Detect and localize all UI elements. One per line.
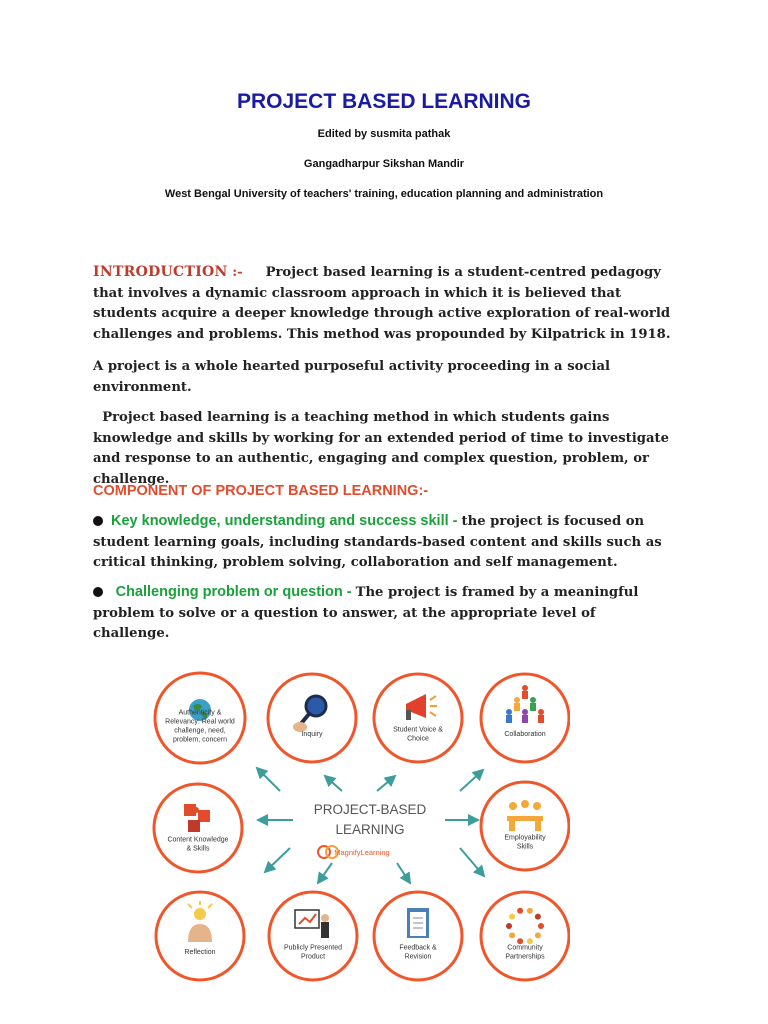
node-label: Relevancy: Real world: [165, 718, 235, 726]
bullet-icon: [93, 587, 103, 597]
node-label: Feedback &: [399, 944, 437, 952]
diagram-center: [314, 802, 427, 858]
components-heading: COMPONENT OF PROJECT BASED LEARNING:-: [93, 483, 429, 499]
brand-name: MagnifyLearning: [334, 848, 390, 857]
node-label: Product: [300, 953, 326, 961]
arrow-to-reflection: [265, 848, 290, 872]
node-label: Community: [507, 944, 543, 952]
component-text: The project is framed by a meaningful problem to solve or a question to answer, at the appropriate level of challenge.: [93, 585, 639, 641]
node-label: Authenticity &: [178, 709, 222, 717]
clipboard-icon: [407, 908, 429, 938]
method-paragraph: Project based learning is a teaching method in which students gains knowledge and skills by working for an extended period of time to investigate and response to an authentic, engaging and complex question, problem, or challenge.: [93, 410, 674, 487]
definition-paragraph: A project is a whole hearted purposeful activity proceeding in a social environment.: [93, 359, 611, 395]
component-title: Key knowledge, understanding and success skill -: [111, 513, 462, 529]
node-circle: [268, 674, 356, 762]
arrow-to-feedback: [397, 863, 410, 883]
arrow-to-product: [318, 863, 332, 883]
node-label: & Skills: [186, 845, 210, 853]
university-name: West Bengal University of teachers' training, education planning and administration: [164, 188, 604, 200]
component-text: the project is focused on student learning goals, including standards-based content and skills such as critical thinking, problem solving, collaboration and self management.: [93, 514, 662, 570]
node-label: Inquiry: [301, 731, 323, 738]
diagram-node: [374, 892, 462, 980]
arrow-to-collaboration: [460, 770, 483, 791]
edited-by: Edited by susmita pathak: [317, 128, 451, 140]
intro-heading: INTRODUCTION: [93, 264, 228, 280]
arrow-to-voice: [377, 776, 395, 791]
node-label: Partnerships: [505, 953, 545, 961]
diagram-node: [268, 674, 356, 762]
arrow-to-community: [460, 848, 484, 876]
diagram-node: [481, 782, 569, 870]
bullet-icon: [93, 516, 103, 526]
node-label: problem, concern: [172, 736, 228, 744]
intro-text-line1: Project based learning is a student-centred pedagogy that: [93, 265, 661, 301]
diagram-node: [481, 674, 569, 762]
node-label: Employability: [504, 834, 546, 842]
node-circle: [269, 892, 357, 980]
node-label: Choice: [407, 735, 429, 743]
center-title-line2: LEARNING: [335, 822, 405, 837]
school-name: Gangadharpur Sikshan Mandir: [303, 158, 465, 170]
node-label: Revision: [404, 953, 432, 961]
diagram-node: [269, 892, 357, 980]
diagram-node: [155, 673, 245, 763]
node-label: challenge, need,: [174, 727, 226, 735]
intro-text-rest: involves a dynamic classroom approach in which it is believed that students acquire a deeper knowledge through active exploration of real-world challenges and problems. This method was propounded by Kilpatrick in 1918.: [93, 285, 671, 342]
center-title-line1: PROJECT-BASED: [313, 802, 427, 817]
component-item: [93, 582, 673, 645]
node-label: Student Voice &: [393, 726, 443, 734]
node-label: Reflection: [184, 949, 216, 956]
arrow-to-authenticity: [257, 768, 280, 791]
node-label: Collaboration: [504, 731, 546, 738]
diagram-node: [481, 892, 569, 980]
node-circle: [481, 892, 569, 980]
component-title: Challenging problem or question -: [115, 584, 356, 600]
diagram-node: [374, 674, 462, 762]
intro-separator: :-: [232, 265, 243, 280]
arrow-to-inquiry: [325, 776, 342, 791]
node-label: Content Knowledge: [167, 836, 229, 844]
component-item: [93, 511, 673, 574]
intro-paragraph: [93, 262, 673, 345]
diagram-node: [156, 892, 244, 980]
node-circle: [374, 674, 462, 762]
document-title: PROJECT BASED LEARNING: [236, 90, 532, 113]
diagram-node: [154, 784, 242, 872]
node-label: Skills: [516, 843, 534, 851]
node-label: Publicly Presented: [284, 944, 342, 952]
pbl-diagram: [150, 668, 570, 988]
node-circle: [481, 782, 569, 870]
